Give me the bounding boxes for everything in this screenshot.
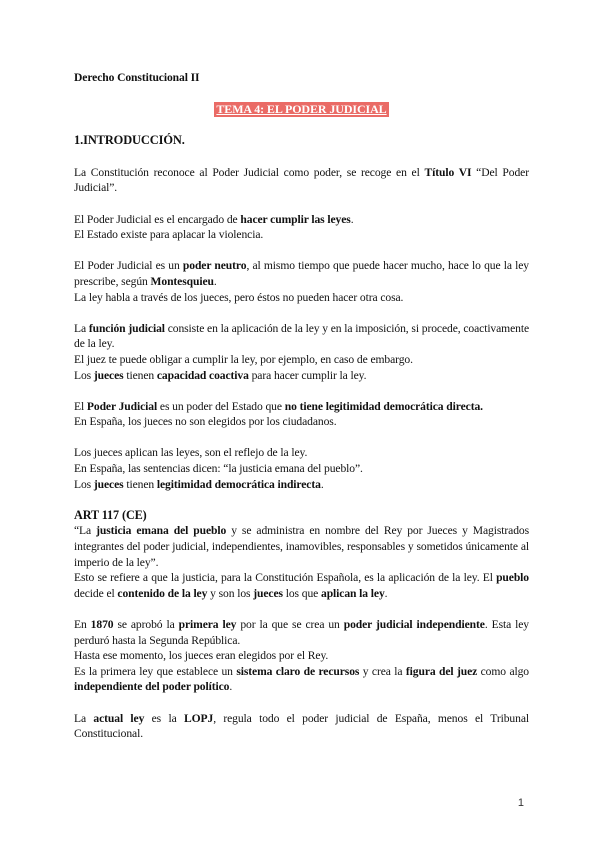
paragraph: La ley habla a través de los jueces, pero éstos no pueden hacer otra cosa. xyxy=(74,290,404,304)
paragraph: Los jueces aplican las leyes, son el reflejo de la ley. xyxy=(74,446,308,460)
paragraph: La Constitución reconoce al Poder Judicial como poder, se recoge en el Título VI “Del Poder Judicial”. xyxy=(74,165,529,195)
topic-title-wrap xyxy=(74,102,529,118)
article-quote: “La justicia emana del pueblo y se administra en nombre del Rey por Jueces y Magistrados integrantes del poder judicial, independientes, inamovibles, responsables y sometidos únicamente al imperio de la ley”. xyxy=(74,524,529,569)
paragraph: Esto se refiere a que la justicia, para la Constitución Española, es la aplicación de la ley. El pueblo decide el contenido de la ley y son los jueces los que aplican la ley. xyxy=(74,571,529,600)
paragraph: En España, las sentencias dicen: “la justicia emana del pueblo”. xyxy=(74,462,363,476)
topic-title: TEMA 4: EL PODER JUDICIAL xyxy=(216,101,387,116)
paragraph: El Estado existe para aplacar la violencia. xyxy=(74,228,264,242)
page-number: 1 xyxy=(517,797,524,809)
paragraph: En 1870 se aprobó la primera ley por la que se crea un poder judicial independiente. Esta ley perduró hasta la Segunda República. xyxy=(74,618,529,647)
paragraph: La actual ley es la LOPJ, regula todo el poder judicial de España, menos el Tribunal Constitucional. xyxy=(74,711,529,741)
paragraph: El Poder Judicial es un poder neutro, al mismo tiempo que puede hacer mucho, hace lo que la ley prescribe, según Montesquieu. xyxy=(74,259,530,288)
section-heading: 1.INTRODUCCIÓN. xyxy=(74,133,185,148)
paragraph: Hasta ese momento, los jueces eran elegidos por el Rey. xyxy=(74,649,329,663)
paragraph: En España, los jueces no son elegidos por los ciudadanos. xyxy=(74,415,337,429)
paragraph: La función judicial consiste en la aplicación de la ley y en la imposición, si procede, coactivamente de la ley. xyxy=(74,321,530,351)
document-body xyxy=(74,70,529,742)
paragraph: Los jueces tienen legitimidad democrática indirecta. xyxy=(74,477,324,491)
article-heading: ART 117 (CE) xyxy=(74,507,147,522)
paragraph: El Poder Judicial es el encargado de hacer cumplir las leyes. xyxy=(74,212,354,226)
paragraph: El juez te puede obligar a cumplir la ley, por ejemplo, en caso de embargo. xyxy=(74,352,413,366)
course-heading: Derecho Constitucional II xyxy=(74,71,200,84)
paragraph: Los jueces tienen capacidad coactiva para hacer cumplir la ley. xyxy=(74,368,367,382)
paragraph: Es la primera ley que establece un sistema claro de recursos y crea la figura del juez como algo independiente del poder político. xyxy=(74,664,530,694)
paragraph: El Poder Judicial es un poder del Estado que no tiene legitimidad democrática directa. xyxy=(74,399,483,413)
